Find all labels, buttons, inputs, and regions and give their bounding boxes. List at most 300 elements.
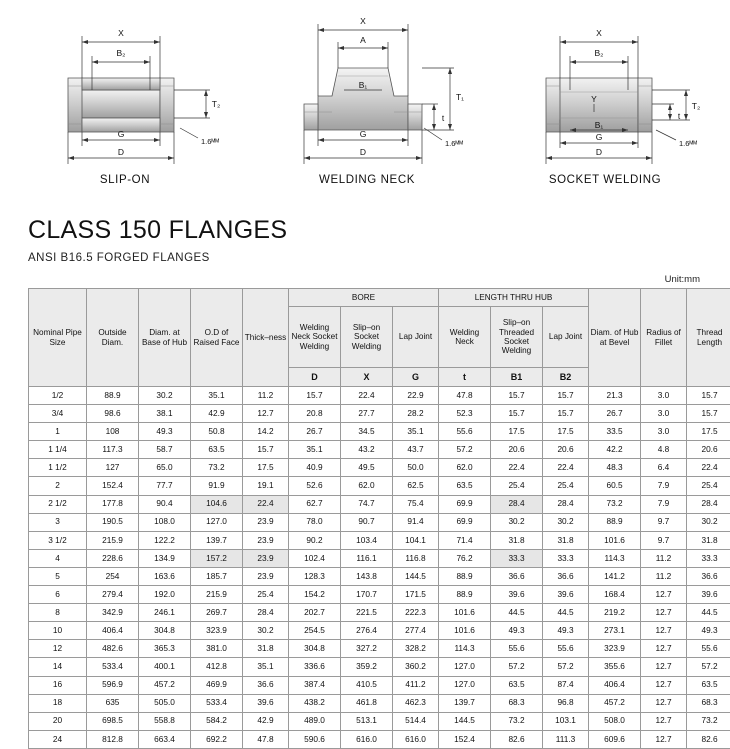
cell-value: 336.6 xyxy=(289,658,341,676)
label-G: G xyxy=(596,132,603,142)
cell-nominal-pipe-size: 8 xyxy=(29,604,87,622)
cell-value: 17.5 xyxy=(491,423,543,441)
cell-value: 323.9 xyxy=(191,622,243,640)
cell-value: 3.0 xyxy=(641,423,687,441)
cell-value: 36.6 xyxy=(491,567,543,585)
figure-caption-slip-on: SLIP-ON xyxy=(10,174,240,186)
cell-value: 27.7 xyxy=(341,405,393,423)
table-row xyxy=(29,712,730,730)
cell-value: 635 xyxy=(87,694,139,712)
cell-value: 127.0 xyxy=(439,658,491,676)
th-thread-length: Thread Length xyxy=(687,289,730,387)
th-bore-so-sw: Slip–on Socket Welding xyxy=(341,307,393,368)
cell-value: 15.7 xyxy=(687,405,730,423)
cell-value: 14.2 xyxy=(243,423,289,441)
label-G: G xyxy=(118,129,125,139)
cell-value: 277.4 xyxy=(393,622,439,640)
cell-value: 616.0 xyxy=(341,730,393,748)
cell-value: 323.9 xyxy=(589,640,641,658)
cell-value: 327.2 xyxy=(341,640,393,658)
cell-value: 42.9 xyxy=(243,712,289,730)
cell-value: 12.7 xyxy=(641,712,687,730)
cell-value: 127.0 xyxy=(439,676,491,694)
cell-value: 39.6 xyxy=(491,586,543,604)
cell-value: 157.2 xyxy=(191,549,243,567)
table-row xyxy=(29,730,730,748)
th-symbol-b1: B1 xyxy=(491,368,543,387)
cell-value: 222.3 xyxy=(393,604,439,622)
cell-nominal-pipe-size: 10 xyxy=(29,622,87,640)
cell-value: 75.4 xyxy=(393,495,439,513)
cell-value: 590.6 xyxy=(289,730,341,748)
title-block xyxy=(0,200,730,264)
cell-value: 469.9 xyxy=(191,676,243,694)
cell-value: 33.3 xyxy=(543,549,589,567)
cell-value: 279.4 xyxy=(87,586,139,604)
th-lth-slipon-threaded-sw: Slip–on Threaded Socket Welding xyxy=(491,307,543,368)
cell-value: 23.9 xyxy=(243,513,289,531)
cell-value: 114.3 xyxy=(439,640,491,658)
cell-value: 144.5 xyxy=(393,567,439,585)
cell-value: 28.4 xyxy=(491,495,543,513)
cell-value: 47.8 xyxy=(439,387,491,405)
cell-nominal-pipe-size: 24 xyxy=(29,730,87,748)
cell-value: 15.7 xyxy=(243,441,289,459)
cell-nominal-pipe-size: 12 xyxy=(29,640,87,658)
cell-value: 438.2 xyxy=(289,694,341,712)
cell-value: 88.9 xyxy=(439,586,491,604)
cell-value: 25.4 xyxy=(543,477,589,495)
cell-value: 410.5 xyxy=(341,676,393,694)
cell-value: 96.8 xyxy=(543,694,589,712)
cell-nominal-pipe-size: 1 1/2 xyxy=(29,459,87,477)
cell-value: 163.6 xyxy=(139,567,191,585)
cell-value: 26.7 xyxy=(289,423,341,441)
label-G: G xyxy=(360,129,367,139)
cell-value: 62.7 xyxy=(289,495,341,513)
table-row xyxy=(29,405,730,423)
cell-value: 104.1 xyxy=(393,531,439,549)
label-D: D xyxy=(596,147,602,157)
cell-value: 36.6 xyxy=(543,567,589,585)
table-row xyxy=(29,495,730,513)
cell-value: 28.4 xyxy=(243,604,289,622)
cell-value: 15.7 xyxy=(491,405,543,423)
cell-value: 12.7 xyxy=(243,405,289,423)
label-D: D xyxy=(118,147,124,157)
cell-value: 387.4 xyxy=(289,676,341,694)
th-symbol-g: G xyxy=(393,368,439,387)
table-row xyxy=(29,694,730,712)
th-group-bore: BORE xyxy=(289,289,439,307)
cell-value: 108 xyxy=(87,423,139,441)
label-fillet: 1.6ᴹᴹ xyxy=(679,139,697,148)
cell-value: 30.2 xyxy=(139,387,191,405)
figure-slip-on xyxy=(10,0,240,200)
cell-value: 12.7 xyxy=(641,640,687,658)
cell-value: 88.9 xyxy=(439,567,491,585)
cell-value: 12.7 xyxy=(641,694,687,712)
table-group-header-row xyxy=(29,289,730,307)
cell-value: 22.9 xyxy=(393,387,439,405)
cell-value: 11.2 xyxy=(641,549,687,567)
table-row xyxy=(29,459,730,477)
cell-value: 170.7 xyxy=(341,586,393,604)
cell-value: 49.3 xyxy=(543,622,589,640)
label-B2: B₂ xyxy=(117,48,126,58)
cell-value: 11.2 xyxy=(641,567,687,585)
cell-value: 12.7 xyxy=(641,676,687,694)
cell-value: 7.9 xyxy=(641,495,687,513)
cell-value: 400.1 xyxy=(139,658,191,676)
cell-value: 87.4 xyxy=(543,676,589,694)
table-body xyxy=(29,387,730,749)
cell-value: 36.6 xyxy=(243,676,289,694)
cell-value: 12.7 xyxy=(641,604,687,622)
table-row xyxy=(29,549,730,567)
cell-value: 23.9 xyxy=(243,549,289,567)
cell-value: 406.4 xyxy=(589,676,641,694)
cell-value: 12.7 xyxy=(641,658,687,676)
cell-value: 25.4 xyxy=(687,477,730,495)
th-nominal-pipe-size: Nominal Pipe Size xyxy=(29,289,87,387)
th-bore-lap-joint: Lap Joint xyxy=(393,307,439,368)
cell-nominal-pipe-size: 20 xyxy=(29,712,87,730)
cell-value: 28.4 xyxy=(687,495,730,513)
cell-value: 47.8 xyxy=(243,730,289,748)
cell-value: 52.3 xyxy=(439,405,491,423)
cell-value: 20.8 xyxy=(289,405,341,423)
cell-value: 62.0 xyxy=(439,459,491,477)
table-row xyxy=(29,676,730,694)
cell-value: 52.6 xyxy=(289,477,341,495)
cell-value: 406.4 xyxy=(87,622,139,640)
cell-value: 69.9 xyxy=(439,495,491,513)
cell-nominal-pipe-size: 2 1/2 xyxy=(29,495,87,513)
cell-value: 152.4 xyxy=(439,730,491,748)
cell-value: 63.5 xyxy=(687,676,730,694)
cell-value: 15.7 xyxy=(289,387,341,405)
th-diam-base-hub: Diam. at Base of Hub xyxy=(139,289,191,387)
label-B1: B₁ xyxy=(359,80,368,90)
cell-value: 692.2 xyxy=(191,730,243,748)
cell-value: 42.9 xyxy=(191,405,243,423)
label-X: X xyxy=(596,28,602,38)
page-subtitle: ANSI B16.5 FORGED FLANGES xyxy=(28,252,730,264)
cell-value: 39.6 xyxy=(543,586,589,604)
cell-value: 25.4 xyxy=(243,586,289,604)
cell-value: 104.6 xyxy=(191,495,243,513)
cell-value: 63.5 xyxy=(439,477,491,495)
socket-welding-drawing xyxy=(490,0,720,200)
cell-value: 49.5 xyxy=(341,459,393,477)
cell-value: 273.1 xyxy=(589,622,641,640)
cell-value: 103.1 xyxy=(543,712,589,730)
cell-value: 269.7 xyxy=(191,604,243,622)
th-symbol-t: t xyxy=(439,368,491,387)
cell-value: 221.5 xyxy=(341,604,393,622)
cell-value: 31.8 xyxy=(243,640,289,658)
th-symbol-x: X xyxy=(341,368,393,387)
cell-value: 38.1 xyxy=(139,405,191,423)
cell-value: 101.6 xyxy=(589,531,641,549)
cell-value: 88.9 xyxy=(87,387,139,405)
cell-value: 77.7 xyxy=(139,477,191,495)
cell-value: 55.6 xyxy=(491,640,543,658)
table-row xyxy=(29,586,730,604)
cell-value: 215.9 xyxy=(87,531,139,549)
cell-value: 33.3 xyxy=(491,549,543,567)
cell-value: 134.9 xyxy=(139,549,191,567)
cell-value: 17.5 xyxy=(243,459,289,477)
cell-value: 411.2 xyxy=(393,676,439,694)
label-fillet: 1.6ᴹᴹ xyxy=(445,139,463,148)
figure-socket-welding xyxy=(490,0,720,200)
cell-value: 58.7 xyxy=(139,441,191,459)
cell-value: 39.6 xyxy=(687,586,730,604)
cell-value: 35.1 xyxy=(243,658,289,676)
cell-value: 101.6 xyxy=(439,622,491,640)
cell-value: 12.7 xyxy=(641,730,687,748)
label-T2: T₂ xyxy=(212,99,221,109)
cell-value: 69.9 xyxy=(439,513,491,531)
cell-value: 49.3 xyxy=(687,622,730,640)
cell-value: 139.7 xyxy=(439,694,491,712)
cell-value: 489.0 xyxy=(289,712,341,730)
flange-diagrams xyxy=(0,0,730,200)
cell-value: 698.5 xyxy=(87,712,139,730)
cell-value: 9.7 xyxy=(641,513,687,531)
cell-value: 30.2 xyxy=(543,513,589,531)
cell-value: 57.2 xyxy=(439,441,491,459)
cell-nominal-pipe-size: 2 xyxy=(29,477,87,495)
cell-value: 152.4 xyxy=(87,477,139,495)
cell-value: 22.4 xyxy=(687,459,730,477)
cell-nominal-pipe-size: 14 xyxy=(29,658,87,676)
cell-value: 57.2 xyxy=(543,658,589,676)
table-row xyxy=(29,441,730,459)
cell-value: 254 xyxy=(87,567,139,585)
cell-nominal-pipe-size: 18 xyxy=(29,694,87,712)
cell-value: 143.8 xyxy=(341,567,393,585)
cell-value: 116.1 xyxy=(341,549,393,567)
table-row xyxy=(29,604,730,622)
page-title: CLASS 150 FLANGES xyxy=(28,216,730,245)
cell-value: 39.6 xyxy=(243,694,289,712)
cell-value: 276.4 xyxy=(341,622,393,640)
cell-value: 57.2 xyxy=(687,658,730,676)
cell-nominal-pipe-size: 1/2 xyxy=(29,387,87,405)
cell-nominal-pipe-size: 3 xyxy=(29,513,87,531)
cell-value: 533.4 xyxy=(191,694,243,712)
table-head xyxy=(29,289,730,387)
cell-value: 73.2 xyxy=(589,495,641,513)
cell-value: 15.7 xyxy=(543,387,589,405)
cell-nominal-pipe-size: 6 xyxy=(29,586,87,604)
cell-nominal-pipe-size: 16 xyxy=(29,676,87,694)
cell-value: 127.0 xyxy=(191,513,243,531)
cell-nominal-pipe-size: 5 xyxy=(29,567,87,585)
cell-value: 117.3 xyxy=(87,441,139,459)
cell-value: 461.8 xyxy=(341,694,393,712)
cell-value: 457.2 xyxy=(589,694,641,712)
cell-value: 71.4 xyxy=(439,531,491,549)
cell-value: 22.4 xyxy=(341,387,393,405)
cell-value: 9.7 xyxy=(641,531,687,549)
cell-value: 49.3 xyxy=(139,423,191,441)
cell-value: 15.7 xyxy=(687,387,730,405)
cell-value: 114.3 xyxy=(589,549,641,567)
th-bore-wn-sw: Welding Neck Socket Welding xyxy=(289,307,341,368)
cell-value: 63.5 xyxy=(191,441,243,459)
cell-value: 65.0 xyxy=(139,459,191,477)
cell-value: 44.5 xyxy=(687,604,730,622)
figure-caption-socket-welding: SOCKET WELDING xyxy=(490,174,720,186)
label-T1: T₁ xyxy=(456,92,464,102)
cell-value: 48.3 xyxy=(589,459,641,477)
cell-value: 141.2 xyxy=(589,567,641,585)
cell-value: 457.2 xyxy=(139,676,191,694)
table-row xyxy=(29,567,730,585)
cell-value: 22.4 xyxy=(243,495,289,513)
cell-value: 68.3 xyxy=(687,694,730,712)
cell-nominal-pipe-size: 4 xyxy=(29,549,87,567)
th-lth-lap-joint: Lap Joint xyxy=(543,307,589,368)
label-B1: B₁ xyxy=(595,120,604,130)
th-outside-diam: Outside Diam. xyxy=(87,289,139,387)
cell-value: 663.4 xyxy=(139,730,191,748)
label-X: X xyxy=(360,16,366,26)
cell-value: 50.0 xyxy=(393,459,439,477)
th-symbol-b2: B2 xyxy=(543,368,589,387)
cell-value: 482.6 xyxy=(87,640,139,658)
cell-value: 76.2 xyxy=(439,549,491,567)
cell-value: 28.4 xyxy=(543,495,589,513)
cell-value: 219.2 xyxy=(589,604,641,622)
cell-value: 30.2 xyxy=(243,622,289,640)
table-row xyxy=(29,477,730,495)
cell-value: 215.9 xyxy=(191,586,243,604)
th-lth-welding-neck: Welding Neck xyxy=(439,307,491,368)
cell-value: 412.8 xyxy=(191,658,243,676)
cell-value: 202.7 xyxy=(289,604,341,622)
cell-nominal-pipe-size: 1 1/4 xyxy=(29,441,87,459)
cell-value: 103.4 xyxy=(341,531,393,549)
label-D: D xyxy=(360,147,366,157)
slip-on-drawing xyxy=(10,0,240,200)
th-diam-hub-bevel: Diam. of Hub at Bevel xyxy=(589,289,641,387)
cell-value: 596.9 xyxy=(87,676,139,694)
table-row xyxy=(29,658,730,676)
th-symbol-d: D xyxy=(289,368,341,387)
th-radius-fillet: Radius of Fillet xyxy=(641,289,687,387)
cell-nominal-pipe-size: 3/4 xyxy=(29,405,87,423)
cell-value: 73.2 xyxy=(687,712,730,730)
cell-value: 74.7 xyxy=(341,495,393,513)
cell-value: 20.6 xyxy=(543,441,589,459)
cell-value: 128.3 xyxy=(289,567,341,585)
cell-value: 505.0 xyxy=(139,694,191,712)
cell-value: 246.1 xyxy=(139,604,191,622)
cell-value: 68.3 xyxy=(491,694,543,712)
cell-value: 168.4 xyxy=(589,586,641,604)
cell-value: 36.6 xyxy=(687,567,730,585)
cell-value: 17.5 xyxy=(543,423,589,441)
cell-value: 108.0 xyxy=(139,513,191,531)
cell-value: 17.5 xyxy=(687,423,730,441)
cell-value: 50.8 xyxy=(191,423,243,441)
label-Y: Y xyxy=(591,94,597,104)
cell-value: 82.6 xyxy=(491,730,543,748)
cell-value: 43.7 xyxy=(393,441,439,459)
cell-value: 192.0 xyxy=(139,586,191,604)
cell-value: 20.6 xyxy=(491,441,543,459)
cell-value: 616.0 xyxy=(393,730,439,748)
cell-value: 19.1 xyxy=(243,477,289,495)
cell-value: 15.7 xyxy=(491,387,543,405)
cell-value: 381.0 xyxy=(191,640,243,658)
flange-table-wrap xyxy=(0,288,730,749)
cell-value: 154.2 xyxy=(289,586,341,604)
cell-value: 33.3 xyxy=(687,549,730,567)
cell-value: 23.9 xyxy=(243,531,289,549)
label-T2: T₂ xyxy=(692,101,701,111)
cell-value: 57.2 xyxy=(491,658,543,676)
cell-value: 127 xyxy=(87,459,139,477)
welding-neck-drawing xyxy=(252,0,482,200)
cell-value: 44.5 xyxy=(543,604,589,622)
cell-value: 31.8 xyxy=(491,531,543,549)
cell-value: 228.6 xyxy=(87,549,139,567)
cell-value: 360.2 xyxy=(393,658,439,676)
cell-value: 90.4 xyxy=(139,495,191,513)
cell-value: 35.1 xyxy=(191,387,243,405)
cell-value: 328.2 xyxy=(393,640,439,658)
cell-value: 462.3 xyxy=(393,694,439,712)
cell-value: 533.4 xyxy=(87,658,139,676)
cell-value: 22.4 xyxy=(543,459,589,477)
cell-value: 342.9 xyxy=(87,604,139,622)
figure-caption-welding-neck: WELDING NECK xyxy=(252,174,482,186)
cell-value: 73.2 xyxy=(191,459,243,477)
cell-value: 35.1 xyxy=(289,441,341,459)
cell-value: 30.2 xyxy=(687,513,730,531)
cell-value: 40.9 xyxy=(289,459,341,477)
cell-value: 12.7 xyxy=(641,622,687,640)
label-X: X xyxy=(118,28,124,38)
cell-value: 177.8 xyxy=(87,495,139,513)
cell-value: 82.6 xyxy=(687,730,730,748)
cell-value: 28.2 xyxy=(393,405,439,423)
cell-value: 111.3 xyxy=(543,730,589,748)
cell-value: 90.7 xyxy=(341,513,393,531)
cell-value: 101.6 xyxy=(439,604,491,622)
cell-value: 20.6 xyxy=(687,441,730,459)
label-B2: B₂ xyxy=(595,48,604,58)
cell-value: 102.4 xyxy=(289,549,341,567)
cell-value: 6.4 xyxy=(641,459,687,477)
cell-value: 62.0 xyxy=(341,477,393,495)
cell-value: 91.4 xyxy=(393,513,439,531)
table-row xyxy=(29,531,730,549)
th-od-raised-face: O.D of Raised Face xyxy=(191,289,243,387)
cell-value: 355.6 xyxy=(589,658,641,676)
th-group-length-thru-hub: LENGTH THRU HUB xyxy=(439,289,589,307)
cell-value: 55.6 xyxy=(543,640,589,658)
cell-value: 12.7 xyxy=(641,586,687,604)
cell-value: 171.5 xyxy=(393,586,439,604)
table-row xyxy=(29,640,730,658)
